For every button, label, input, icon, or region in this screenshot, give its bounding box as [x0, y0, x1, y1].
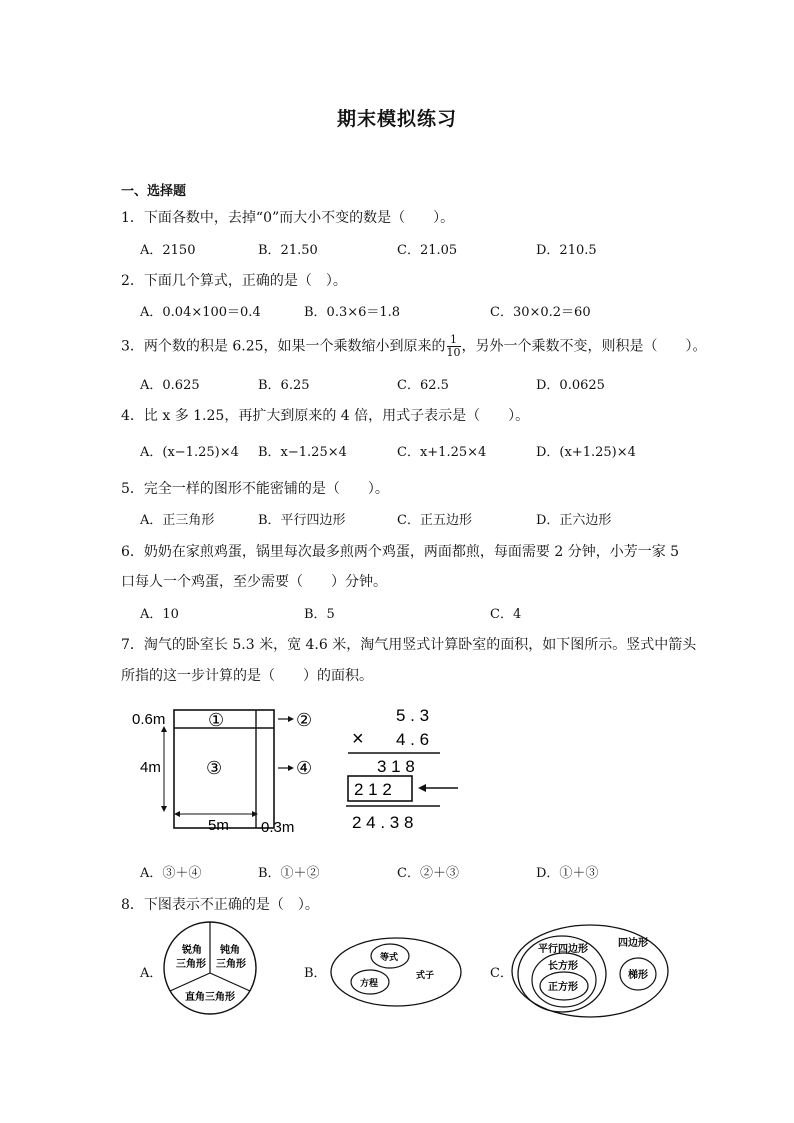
q3-fraction	[447, 334, 461, 359]
circle-divider-left	[170, 973, 210, 991]
trapezoid-label: 梯形	[628, 970, 648, 981]
q5-option-c[interactable]: C．正五边形	[397, 513, 472, 528]
q3-stem-pre: 3．两个数的积是 6.25，如果一个乘数缩小到原来的	[121, 338, 446, 355]
q3-option-b[interactable]: B．6.25	[258, 378, 310, 393]
q3-option-a[interactable]: A．0.625	[140, 378, 200, 393]
obtuse-label-2: 三角形	[216, 959, 246, 970]
formula-label: 式子	[416, 970, 435, 980]
label-0-6m: 0.6m	[132, 711, 166, 728]
q6-option-b[interactable]: B．5	[304, 607, 335, 622]
q6-option-a[interactable]: A．10	[140, 607, 179, 622]
calc-row-4: 2 1 2	[354, 780, 392, 799]
question-1-stem: 1．下面各数中，去掉“0”而大小不变的数是（ ）。	[121, 210, 455, 226]
q4-option-d[interactable]: D．(x+1.25)×4	[536, 445, 636, 460]
arrow-to-2-head	[288, 716, 294, 722]
label-5m: 5m	[208, 817, 229, 834]
question-7-stem-line1: 7．淘气的卧室长 5.3 米，宽 4.6 米，淘气用竖式计算卧室的面积，如下图所示。竖式中箭头	[121, 637, 697, 653]
q3-fraction-numerator: 1	[447, 334, 461, 347]
q6-option-c[interactable]: C．4	[490, 607, 522, 622]
q1-option-b[interactable]: B．21.50	[258, 243, 318, 258]
question-8-stem: 8．下图表示不正确的是（ ）。	[121, 897, 319, 913]
square-label: 正方形	[548, 982, 578, 993]
q4-option-a[interactable]: A．(x−1.25)×4	[140, 445, 239, 460]
fangcheng-label: 方程	[360, 978, 379, 988]
acute-label-1: 锐角	[182, 945, 202, 956]
q5-option-b[interactable]: B．平行四边形	[258, 513, 346, 528]
q8-option-b[interactable]: B．	[304, 966, 327, 981]
q7-option-b[interactable]: B．①＋②	[258, 866, 320, 881]
question-3-stem	[121, 334, 707, 359]
question-6-stem-line1: 6．奶奶在家煎鸡蛋，锅里每次最多煎两个鸡蛋，两面都煎，每面需要 2 分钟，小芳一家 5	[121, 544, 680, 560]
quadrilateral-label: 四边形	[618, 938, 648, 949]
region-4-label: ④	[296, 758, 313, 778]
q8-figure-a	[160, 918, 266, 1018]
q7-option-d[interactable]: D．①＋③	[536, 866, 599, 881]
q7-figure	[128, 700, 468, 842]
q1-option-a[interactable]: A．2150	[140, 243, 196, 258]
q3-fraction-denominator: 10	[446, 346, 461, 359]
question-6-stem-line2: 口每人一个鸡蛋，至少需要（ ）分钟。	[121, 574, 387, 590]
circle-divider-right	[210, 973, 250, 991]
calc-row-3: 3 1 8	[377, 757, 415, 776]
question-4-stem: 4．比 x 多 1.25，再扩大到原来的 4 倍，用式子表示是（ ）。	[121, 408, 530, 424]
q7-option-c[interactable]: C．②＋③	[397, 866, 459, 881]
q2-option-b[interactable]: B．0.3×6＝1.8	[304, 305, 401, 320]
q4-option-b[interactable]: B．x−1.25×4	[258, 445, 347, 460]
calc-row-5: 2 4 . 3 8	[352, 813, 414, 832]
label-0-3m: 0.3m	[261, 819, 295, 836]
q8-option-a[interactable]: A．	[140, 966, 163, 981]
q1-option-c[interactable]: C．21.05	[397, 243, 458, 258]
q3-option-c[interactable]: C．62.5	[397, 378, 449, 393]
formula-ellipse	[331, 938, 461, 1006]
question-5-stem: 5．完全一样的图形不能密铺的是（ ）。	[121, 481, 389, 497]
region-1-label: ①	[208, 710, 225, 730]
region-3-label: ③	[206, 758, 223, 778]
rectangle-label: 长方形	[548, 961, 578, 972]
q7-option-a[interactable]: A．③＋④	[140, 866, 202, 881]
q2-option-c[interactable]: C．30×0.2＝60	[490, 305, 591, 320]
q1-option-d[interactable]: D．210.5	[536, 243, 597, 258]
q3-stem-post: ，另外一个乘数不变，则积是（ ）。	[461, 338, 707, 355]
question-7-stem-line2: 所指的这一步计算的是（ ）的面积。	[121, 668, 373, 684]
calc-pointer-arrow-head	[418, 784, 426, 792]
q3-option-d[interactable]: D．0.0625	[536, 378, 605, 393]
equation-label: 等式	[380, 952, 399, 962]
calc-row-1: 5 . 3	[396, 706, 430, 725]
q2-option-a[interactable]: A．0.04×100＝0.4	[140, 305, 261, 320]
page-title: 期末模拟练习	[336, 108, 457, 130]
calc-times: ×	[352, 728, 364, 750]
q8-option-c[interactable]: C．	[490, 966, 513, 981]
question-2-stem: 2．下面几个算式，正确的是（ ）。	[121, 273, 347, 289]
obtuse-label-1: 钝角	[220, 945, 240, 956]
q8-figure-b	[328, 934, 468, 1010]
q8-figure-c	[510, 922, 672, 1020]
arrow-to-4-head	[288, 765, 294, 771]
region-2-label: ②	[296, 710, 313, 730]
q5-option-d[interactable]: D．正六边形	[536, 513, 612, 528]
acute-label-2: 三角形	[176, 959, 206, 970]
parallelogram-label: 平行四边形	[538, 944, 588, 955]
q5-option-a[interactable]: A．正三角形	[140, 513, 215, 528]
right-triangle-label: 直角三角形	[185, 992, 235, 1003]
calc-row-2: 4 . 6	[396, 730, 430, 749]
q4-option-c[interactable]: C．x+1.25×4	[397, 445, 487, 460]
section-heading: 一、选择题	[121, 184, 187, 199]
label-4m: 4m	[140, 759, 161, 776]
